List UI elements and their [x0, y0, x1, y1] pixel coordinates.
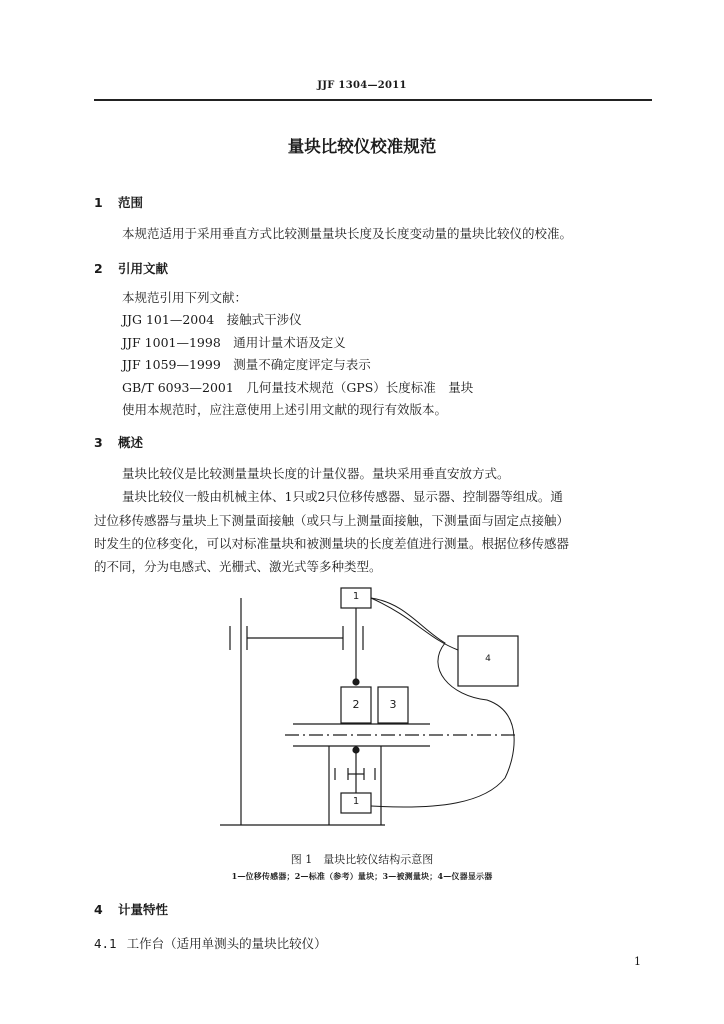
label-bottom-sensor: 1: [352, 796, 360, 807]
section-title: 概述: [118, 435, 144, 450]
reference-intro: 本规范引用下列文献：: [122, 290, 248, 305]
scope-paragraph: [94, 222, 680, 245]
text-line: 时发生的位移变化，可以对标准量块和被测量块的长度差值进行测量。根据位移传感器: [94, 535, 570, 551]
overview-paragraph: [94, 462, 652, 578]
subsection-4-1: [94, 934, 327, 952]
section-4-heading: [94, 900, 168, 918]
section-number: 3: [94, 435, 103, 450]
section-number: 2: [94, 261, 103, 276]
label-test-block: 3: [389, 698, 397, 711]
text-line: 本规范适用于采用垂直方式比较测量量块长度及长度变动量的量块比较仪的校准。: [122, 226, 573, 241]
label-display: 4: [485, 654, 491, 664]
reference-item: JJF 1001—1998 通用计量术语及定义: [122, 334, 346, 350]
text-line: 过位移传感器与量块上下测量面接触（或只与上测量面接触，下测量面与固定点接触）: [94, 512, 570, 528]
section-2-heading: [94, 259, 168, 277]
section-1-heading: [94, 193, 143, 211]
label-reference-block: 2: [352, 698, 360, 711]
running-header: JJF 1304—2011: [317, 80, 407, 91]
probe-contact: [353, 679, 359, 685]
section-title: 引用文献: [118, 261, 169, 276]
comparator-structure-figure: [215, 588, 535, 837]
references-list: [122, 287, 680, 421]
label-top-sensor: 1: [352, 591, 360, 602]
subsection-title: 工作台（适用单测头的量块比较仪）: [126, 936, 327, 951]
lower-probe-contact: [353, 747, 359, 753]
text-line: 量块比较仪是比较测量量块长度的计量仪器。量块采用垂直安放方式。: [122, 466, 510, 481]
section-number: 4: [94, 902, 103, 917]
figure-caption: 图 1 量块比较仪结构示意图: [290, 853, 434, 866]
section-title: 范围: [118, 195, 144, 210]
section-number: 1: [94, 195, 103, 210]
subsection-number: 4.1: [94, 936, 117, 951]
figure-legend: 1—位移传感器；2—标准（参考）量块；3—被测量块；4—仪器显示器: [231, 871, 493, 881]
reference-note: 使用本规范时，应注意使用上述引用文献的现行有效版本。: [122, 402, 448, 418]
header-rule: [94, 99, 652, 101]
text-line: 量块比较仪一般由机械主体、1只或2只位移传感器、显示器、控制器等组成。通: [122, 489, 563, 505]
reference-item: GB/T 6093—2001 几何量技术规范（GPS）长度标准 量块: [122, 379, 474, 395]
figure-drawing: [215, 588, 535, 833]
document-title: 量块比较仪校准规范: [287, 137, 437, 156]
section-3-heading: [94, 433, 143, 451]
reference-item: JJF 1059—1999 测量不确定度评定与表示: [122, 357, 371, 373]
reference-item: JJG 101—2004 接触式干涉仪: [122, 312, 302, 328]
top-sensor-cable: [371, 598, 458, 650]
section-title: 计量特性: [118, 902, 169, 917]
page-number: 1: [634, 955, 641, 968]
text-line: 的不同，分为电感式、光栅式、激光式等多种类型。: [94, 559, 382, 575]
